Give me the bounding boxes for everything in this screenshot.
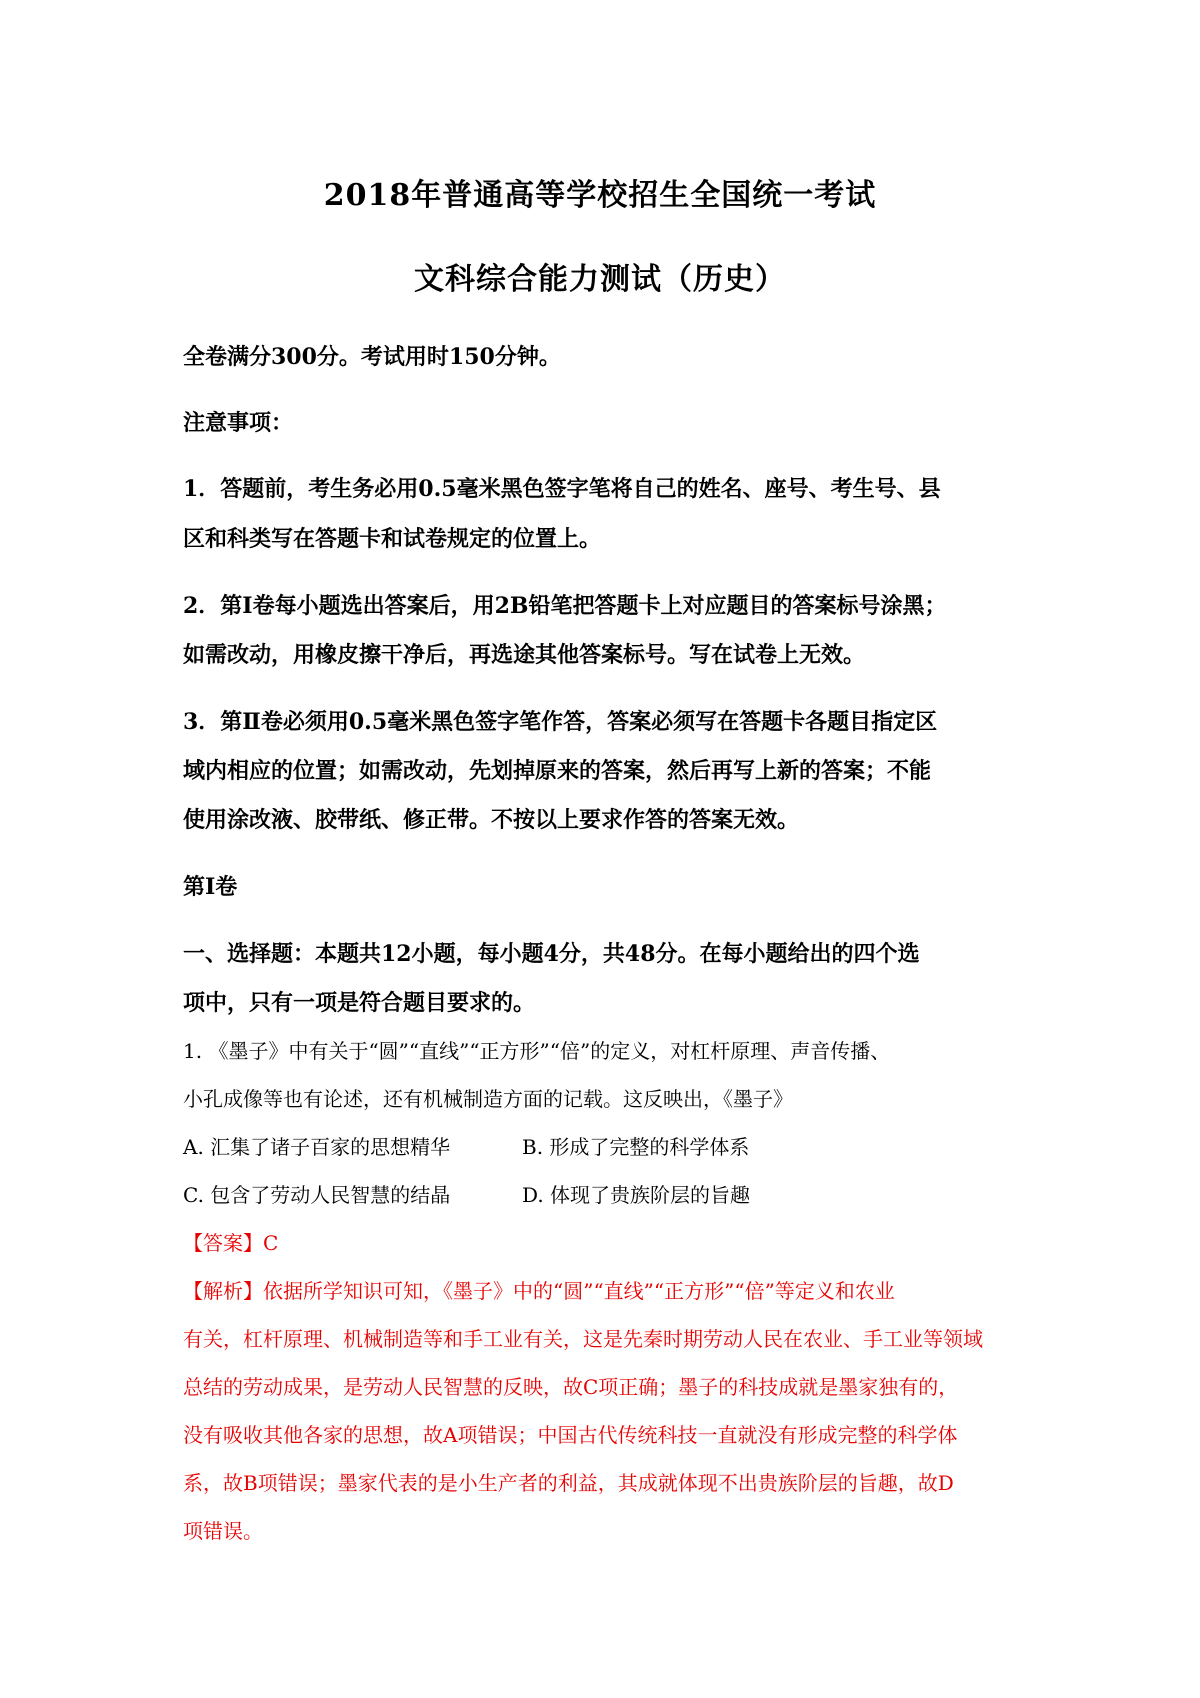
question-1-option-c: C. 包含了劳动人民智慧的结晶 [183, 1183, 451, 1207]
question-1-stem-line-2: 小孔成像等也有论述，还有机械制造方面的记载。这反映出，《墨子》 [183, 1087, 793, 1111]
notice-3-line-1: 3．第Ⅱ卷必须用0.5毫米黑色签字笔作答，答案必须写在答题卡各题目指定区 [183, 709, 938, 735]
volume-label: 第Ⅰ卷 [183, 874, 238, 900]
question-1-option-d: D. 体现了贵族阶层的旨趣 [522, 1183, 751, 1207]
question-1-analysis-line-6: 项错误。 [183, 1519, 263, 1543]
question-1-analysis-line-4: 没有吸收其他各家的思想，故A项错误；中国古代传统科技一直就没有形成完整的科学体 [183, 1423, 958, 1447]
question-1-analysis-line-5: 系，故B项错误；墨家代表的是小生产者的利益，其成就体现不出贵族阶层的旨趣，故D [183, 1471, 954, 1495]
notice-1-line-2: 区和科类写在答题卡和试卷规定的位置上。 [183, 526, 602, 552]
notice-3-line-3: 使用涂改液、胶带纸、修正带。不按以上要求作答的答案无效。 [183, 807, 800, 833]
question-1-analysis-line-1: 【解析】依据所学知识可知，《墨子》中的“圆”“直线”“正方形”“倍”等定义和农业 [183, 1279, 895, 1303]
section-heading-line-1: 一、选择题：本题共12小题，每小题4分，共48分。在每小题给出的四个选 [183, 941, 920, 967]
question-1-answer: 【答案】C [183, 1231, 279, 1255]
question-1-option-a: A. 汇集了诸子百家的思想精华 [183, 1135, 451, 1159]
notice-3-line-2: 域内相应的位置；如需改动，先划掉原来的答案，然后再写上新的答案；不能 [183, 758, 932, 784]
score-line: 全卷满分300分。考试用时150分钟。 [183, 344, 561, 370]
question-1-option-b: B. 形成了完整的科学体系 [522, 1135, 750, 1159]
notice-heading: 注意事项： [183, 410, 294, 436]
notice-2-line-2: 如需改动，用橡皮擦干净后，再选途其他答案标号。写在试卷上无效。 [183, 642, 866, 668]
exam-title: 2018年普通高等学校招生全国统一考试 [323, 178, 877, 213]
question-1-stem-line-1: 1. 《墨子》中有关于“圆”“直线”“正方形”“倍”的定义，对杠杆原理、声音传播、 [183, 1039, 891, 1063]
question-1-analysis-line-2: 有关，杠杆原理、机械制造等和手工业有关，这是先秦时期劳动人民在农业、手工业等领域 [183, 1327, 983, 1351]
notice-1-line-1: 1．答题前，考生务必用0.5毫米黑色签字笔将自己的姓名、座号、考生号、县 [183, 476, 941, 502]
notice-2-line-1: 2．第Ⅰ卷每小题选出答案后，用2B铅笔把答题卡上对应题目的答案标号涂黑； [183, 593, 947, 619]
section-heading-line-2: 项中，只有一项是符合题目要求的。 [183, 990, 536, 1016]
question-1-analysis-line-3: 总结的劳动成果，是劳动人民智慧的反映，故C项正确；墨子的科技成就是墨家独有的， [183, 1375, 959, 1399]
exam-subtitle: 文科综合能力测试（历史） [414, 262, 786, 297]
